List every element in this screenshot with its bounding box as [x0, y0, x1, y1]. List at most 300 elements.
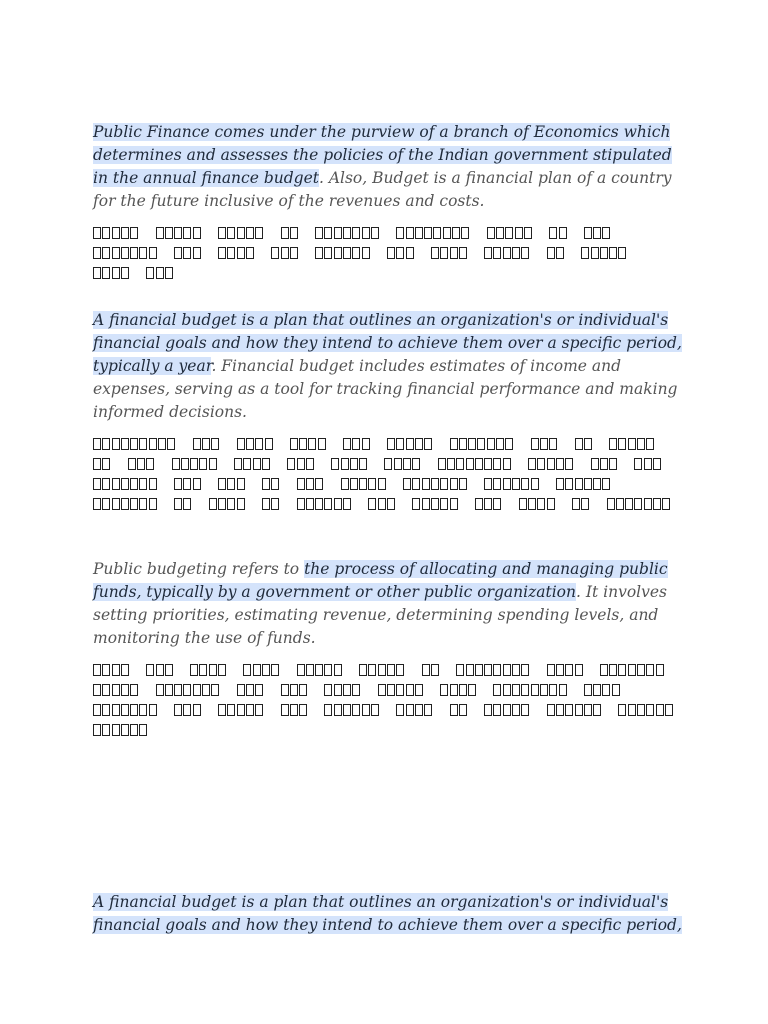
missing-glyph-box [352, 247, 360, 259]
unrendered-word [93, 454, 112, 474]
unrendered-word [209, 494, 246, 514]
missing-glyph-box [531, 438, 539, 450]
missing-glyph-box [93, 684, 101, 696]
missing-glyph-box [468, 684, 476, 696]
missing-glyph-box [556, 458, 564, 470]
missing-glyph-box [505, 438, 513, 450]
unrendered-word [271, 243, 299, 263]
missing-glyph-box [102, 498, 110, 510]
missing-glyph-box [424, 227, 432, 239]
unrendered-word [493, 680, 567, 700]
unrendered-word [324, 700, 380, 720]
missing-glyph-box [487, 227, 495, 239]
plain-text: . Financial budget includes estimates of income and expenses, serving as a tool for tracking financial performance and making informed decisions. [93, 357, 678, 421]
missing-glyph-box [396, 664, 404, 676]
missing-glyph-box [324, 227, 332, 239]
missing-glyph-box [461, 227, 469, 239]
missing-glyph-box [130, 438, 138, 450]
unrendered-word [243, 660, 280, 680]
missing-glyph-box [493, 664, 501, 676]
missing-glyph-box [634, 458, 642, 470]
missing-glyph-box [290, 227, 298, 239]
missing-glyph-box [521, 247, 529, 259]
missing-glyph-box [422, 664, 430, 676]
unrendered-word [93, 434, 177, 454]
missing-glyph-box [237, 478, 245, 490]
missing-glyph-box [218, 247, 226, 259]
missing-glyph-box [343, 684, 351, 696]
unrendered-word [575, 434, 594, 454]
unrendered-word [297, 660, 343, 680]
missing-glyph-box [406, 247, 414, 259]
missing-glyph-box [199, 664, 207, 676]
missing-glyph-box [193, 247, 201, 259]
missing-glyph-box [334, 247, 342, 259]
missing-glyph-box [503, 478, 511, 490]
missing-glyph-box [306, 478, 314, 490]
missing-glyph-box [183, 478, 191, 490]
unrendered-word [387, 434, 433, 454]
missing-glyph-box [130, 724, 138, 736]
missing-glyph-box [181, 458, 189, 470]
missing-glyph-box [637, 438, 645, 450]
unrendered-word [281, 700, 309, 720]
missing-glyph-box [456, 664, 464, 676]
missing-glyph-box [362, 704, 370, 716]
missing-glyph-box [475, 498, 483, 510]
unrendered-word [484, 243, 530, 263]
missing-glyph-box [378, 498, 386, 510]
unrendered-word [556, 474, 612, 494]
unrendered-word [297, 494, 353, 514]
unrendered-word [519, 494, 556, 514]
unrendered-word [297, 474, 325, 494]
missing-glyph-box [618, 664, 626, 676]
unrendered-word [549, 223, 568, 243]
missing-glyph-box [324, 664, 332, 676]
missing-glyph-box [512, 664, 520, 676]
unrendered-word [600, 660, 665, 680]
missing-glyph-box [318, 438, 326, 450]
missing-glyph-box [602, 227, 610, 239]
missing-glyph-box [315, 498, 323, 510]
missing-glyph-box [174, 478, 182, 490]
missing-glyph-box [387, 247, 395, 259]
missing-glyph-box [297, 664, 305, 676]
missing-glyph-box [193, 227, 201, 239]
missing-glyph-box [600, 458, 608, 470]
missing-glyph-box [121, 724, 129, 736]
unrendered-script-text [93, 434, 683, 514]
highlighted-text: the process of allocating and managing public funds, typically by a government or other public organization [93, 560, 668, 601]
missing-glyph-box [290, 704, 298, 716]
missing-glyph-box [112, 267, 120, 279]
missing-glyph-box [565, 458, 573, 470]
unrendered-word [440, 680, 477, 700]
missing-glyph-box [456, 458, 464, 470]
missing-glyph-box [387, 684, 395, 696]
missing-glyph-box [190, 458, 198, 470]
missing-glyph-box [121, 704, 129, 716]
missing-glyph-box [440, 247, 448, 259]
missing-glyph-box [512, 478, 520, 490]
missing-glyph-box [102, 227, 110, 239]
english-text [93, 891, 683, 937]
missing-glyph-box [378, 664, 386, 676]
missing-glyph-box [315, 664, 323, 676]
missing-glyph-box [93, 438, 101, 450]
missing-glyph-box [211, 684, 219, 696]
missing-glyph-box [255, 704, 263, 716]
missing-glyph-box [387, 438, 395, 450]
missing-glyph-box [387, 664, 395, 676]
missing-glyph-box [281, 247, 289, 259]
missing-glyph-box [102, 664, 110, 676]
unrendered-word [218, 223, 264, 243]
missing-glyph-box [139, 498, 147, 510]
unrendered-word [618, 700, 674, 720]
missing-glyph-box [93, 267, 101, 279]
missing-glyph-box [202, 438, 210, 450]
missing-glyph-box [531, 478, 539, 490]
missing-glyph-box [352, 227, 360, 239]
missing-glyph-box [371, 227, 379, 239]
missing-glyph-box [149, 478, 157, 490]
unrendered-word [378, 680, 424, 700]
missing-glyph-box [556, 478, 564, 490]
missing-glyph-box [646, 664, 654, 676]
missing-glyph-box [253, 664, 261, 676]
missing-glyph-box [227, 247, 235, 259]
missing-glyph-box [202, 684, 210, 696]
missing-glyph-box [503, 664, 511, 676]
missing-glyph-box [519, 498, 527, 510]
unrendered-word [262, 494, 281, 514]
missing-glyph-box [484, 458, 492, 470]
missing-glyph-box [537, 458, 545, 470]
missing-glyph-box [602, 478, 610, 490]
missing-glyph-box [93, 247, 101, 259]
missing-glyph-box [559, 684, 567, 696]
missing-glyph-box [452, 227, 460, 239]
unrendered-word [93, 223, 139, 243]
unrendered-word [93, 243, 158, 263]
missing-glyph-box [422, 498, 430, 510]
missing-glyph-box [306, 498, 314, 510]
unrendered-word [93, 494, 158, 514]
missing-glyph-box [431, 498, 439, 510]
missing-glyph-box [350, 478, 358, 490]
missing-glyph-box [575, 704, 583, 716]
unrendered-word [531, 434, 559, 454]
missing-glyph-box [505, 227, 513, 239]
missing-glyph-box [262, 498, 270, 510]
missing-glyph-box [130, 247, 138, 259]
missing-glyph-box [271, 664, 279, 676]
missing-glyph-box [281, 704, 289, 716]
unrendered-word [146, 263, 174, 283]
unrendered-word [93, 474, 158, 494]
missing-glyph-box [211, 438, 219, 450]
missing-glyph-box [167, 438, 175, 450]
unrendered-word [359, 660, 405, 680]
missing-glyph-box [387, 498, 395, 510]
unrendered-word [341, 474, 387, 494]
missing-glyph-box [612, 684, 620, 696]
missing-glyph-box [193, 438, 201, 450]
unrendered-word [174, 474, 202, 494]
missing-glyph-box [237, 438, 245, 450]
paragraph-public-budgeting [93, 558, 683, 740]
unrendered-word [281, 223, 300, 243]
unrendered-word [172, 454, 218, 474]
unrendered-word [422, 660, 441, 680]
unrendered-word [547, 660, 584, 680]
missing-glyph-box [218, 478, 226, 490]
missing-glyph-box [112, 724, 120, 736]
missing-glyph-box [549, 438, 557, 450]
missing-glyph-box [475, 664, 483, 676]
missing-glyph-box [334, 664, 342, 676]
missing-glyph-box [262, 458, 270, 470]
missing-glyph-box [396, 684, 404, 696]
missing-glyph-box [146, 664, 154, 676]
missing-glyph-box [422, 478, 430, 490]
missing-glyph-box [324, 704, 332, 716]
missing-glyph-box [265, 438, 273, 450]
english-text [93, 558, 683, 650]
unrendered-word [93, 700, 158, 720]
missing-glyph-box [183, 247, 191, 259]
missing-glyph-box [493, 704, 501, 716]
missing-glyph-box [102, 267, 110, 279]
missing-glyph-box [139, 704, 147, 716]
unrendered-word [584, 223, 612, 243]
missing-glyph-box [450, 247, 458, 259]
unrendered-word [403, 474, 468, 494]
missing-glyph-box [584, 684, 592, 696]
missing-glyph-box [618, 704, 626, 716]
unrendered-word [368, 494, 396, 514]
missing-glyph-box [93, 498, 101, 510]
missing-glyph-box [584, 478, 592, 490]
missing-glyph-box [193, 684, 201, 696]
missing-glyph-box [431, 247, 439, 259]
missing-glyph-box [440, 478, 448, 490]
missing-glyph-box [540, 684, 548, 696]
missing-glyph-box [121, 227, 129, 239]
missing-glyph-box [424, 704, 432, 716]
missing-glyph-box [102, 438, 110, 450]
missing-glyph-box [459, 704, 467, 716]
missing-glyph-box [218, 227, 226, 239]
unrendered-word [547, 243, 566, 263]
missing-glyph-box [343, 247, 351, 259]
missing-glyph-box [565, 664, 573, 676]
missing-glyph-box [549, 684, 557, 696]
missing-glyph-box [368, 498, 376, 510]
missing-glyph-box [600, 247, 608, 259]
unrendered-word [218, 700, 264, 720]
missing-glyph-box [183, 684, 191, 696]
missing-glyph-box [540, 438, 548, 450]
missing-glyph-box [156, 267, 164, 279]
missing-glyph-box [584, 227, 592, 239]
unrendered-word [487, 223, 533, 243]
unrendered-word [528, 454, 574, 474]
unrendered-word [146, 660, 174, 680]
missing-glyph-box [440, 498, 448, 510]
unrendered-word [156, 223, 202, 243]
missing-glyph-box [112, 247, 120, 259]
missing-glyph-box [644, 458, 652, 470]
missing-glyph-box [406, 684, 414, 696]
missing-glyph-box [193, 478, 201, 490]
missing-glyph-box [112, 704, 120, 716]
missing-glyph-box [193, 704, 201, 716]
missing-glyph-box [396, 704, 404, 716]
missing-glyph-box [297, 478, 305, 490]
missing-glyph-box [102, 458, 110, 470]
missing-glyph-box [334, 684, 342, 696]
missing-glyph-box [227, 478, 235, 490]
missing-glyph-box [199, 458, 207, 470]
missing-glyph-box [537, 498, 545, 510]
unrendered-word [387, 243, 415, 263]
missing-glyph-box [218, 498, 226, 510]
unrendered-word [324, 680, 361, 700]
missing-glyph-box [102, 684, 110, 696]
missing-glyph-box [646, 438, 654, 450]
missing-glyph-box [637, 704, 645, 716]
missing-glyph-box [466, 664, 474, 676]
missing-glyph-box [484, 704, 492, 716]
missing-glyph-box [484, 247, 492, 259]
missing-glyph-box [581, 498, 589, 510]
missing-glyph-box [450, 498, 458, 510]
missing-glyph-box [644, 498, 652, 510]
missing-glyph-box [209, 458, 217, 470]
missing-glyph-box [93, 458, 101, 470]
missing-glyph-box [209, 664, 217, 676]
missing-glyph-box [183, 498, 191, 510]
missing-glyph-box [237, 498, 245, 510]
missing-glyph-box [493, 458, 501, 470]
missing-glyph-box [447, 458, 455, 470]
unrendered-word [128, 454, 156, 474]
unrendered-script-text [93, 223, 683, 283]
missing-glyph-box [146, 267, 154, 279]
missing-glyph-box [271, 247, 279, 259]
missing-glyph-box [299, 438, 307, 450]
plain-text: . It involves setting priorities, estimating revenue, determining spending levels, and monitoring the use of funds. [93, 583, 668, 647]
missing-glyph-box [665, 704, 673, 716]
unrendered-word [475, 494, 503, 514]
unrendered-word [396, 223, 470, 243]
missing-glyph-box [341, 458, 349, 470]
missing-glyph-box [149, 438, 157, 450]
unrendered-word [431, 243, 468, 263]
missing-glyph-box [646, 704, 654, 716]
missing-glyph-box [607, 498, 615, 510]
missing-glyph-box [324, 498, 332, 510]
missing-glyph-box [156, 684, 164, 696]
missing-glyph-box [547, 498, 555, 510]
missing-glyph-box [183, 227, 191, 239]
missing-glyph-box [415, 438, 423, 450]
missing-glyph-box [262, 664, 270, 676]
missing-glyph-box [406, 227, 414, 239]
missing-glyph-box [290, 684, 298, 696]
missing-glyph-box [593, 704, 601, 716]
missing-glyph-box [637, 664, 645, 676]
missing-glyph-box [130, 478, 138, 490]
missing-glyph-box [158, 438, 166, 450]
missing-glyph-box [503, 684, 511, 696]
missing-glyph-box [378, 478, 386, 490]
missing-glyph-box [634, 498, 642, 510]
missing-glyph-box [475, 458, 483, 470]
missing-glyph-box [334, 498, 342, 510]
missing-glyph-box [450, 478, 458, 490]
missing-glyph-box [102, 478, 110, 490]
missing-glyph-box [165, 664, 173, 676]
missing-glyph-box [352, 684, 360, 696]
missing-glyph-box [547, 247, 555, 259]
missing-glyph-box [130, 684, 138, 696]
missing-glyph-box [378, 684, 386, 696]
missing-glyph-box [556, 704, 564, 716]
missing-glyph-box [547, 704, 555, 716]
missing-glyph-box [528, 458, 536, 470]
missing-glyph-box [625, 498, 633, 510]
missing-glyph-box [93, 704, 101, 716]
missing-glyph-box [565, 478, 573, 490]
missing-glyph-box [406, 704, 414, 716]
missing-glyph-box [227, 498, 235, 510]
missing-glyph-box [341, 478, 349, 490]
missing-glyph-box [503, 704, 511, 716]
missing-glyph-box [575, 438, 583, 450]
missing-glyph-box [484, 478, 492, 490]
missing-glyph-box [174, 247, 182, 259]
highlighted-text: A financial budget is a plan that outlines an organization's or individual's financial goals and how they intend to achieve them over a specific period, [93, 893, 682, 934]
missing-glyph-box [609, 458, 617, 470]
missing-glyph-box [459, 684, 467, 696]
missing-glyph-box [149, 498, 157, 510]
unrendered-word [262, 474, 281, 494]
unrendered-word [456, 660, 530, 680]
missing-glyph-box [403, 458, 411, 470]
missing-glyph-box [493, 498, 501, 510]
unrendered-word [450, 434, 515, 454]
missing-glyph-box [362, 227, 370, 239]
missing-glyph-box [531, 684, 539, 696]
missing-glyph-box [415, 227, 423, 239]
unrendered-word [93, 720, 149, 740]
missing-glyph-box [593, 478, 601, 490]
missing-glyph-box [450, 704, 458, 716]
missing-glyph-box [130, 227, 138, 239]
missing-glyph-box [371, 704, 379, 716]
missing-glyph-box [477, 438, 485, 450]
unrendered-word [237, 680, 265, 700]
unrendered-word [193, 434, 221, 454]
missing-glyph-box [433, 227, 441, 239]
missing-glyph-box [227, 227, 235, 239]
missing-glyph-box [174, 684, 182, 696]
missing-glyph-box [581, 247, 589, 259]
